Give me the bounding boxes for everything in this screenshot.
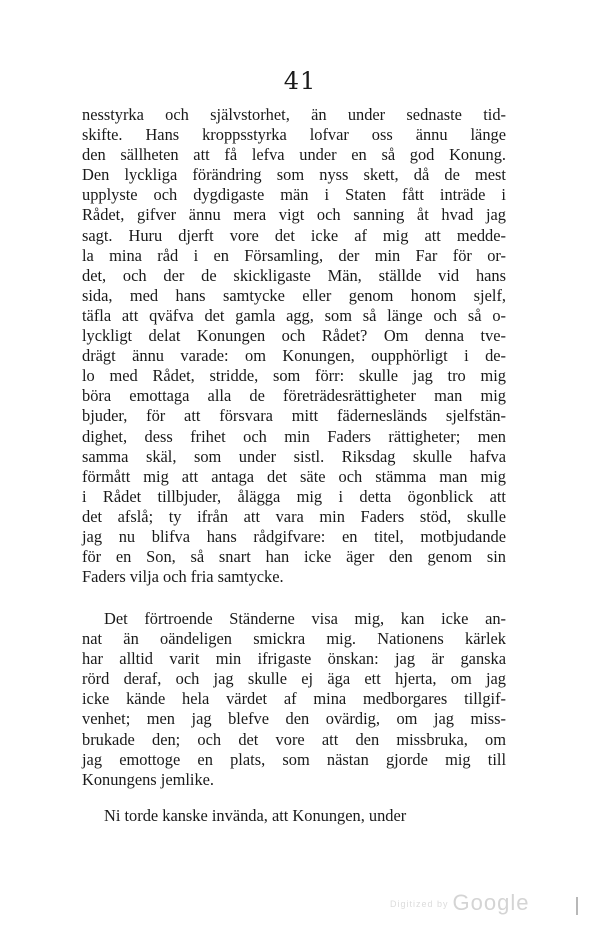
text-line: la mina råd i en Församling, der min Far för or- [82,245,506,265]
text-line: brukade den; och det vore att den missbruka, om [82,729,506,749]
text-line: Ni torde kanske invända, att Konungen, under [104,806,407,825]
text-line: jag nu blifva hans rådgifvare: en titel, motbjudande [82,526,506,546]
text-line: har alltid varit min ifrigaste önskan: jag är ganska [82,649,506,669]
watermark-prefix: Digitized by [390,899,449,910]
page-number: 41 [283,67,317,95]
text-line: dighet, dess frihet och min Faders rättigheter; men [82,426,506,446]
text-line: bjuder, för att försvara mitt fädernesländs sjelfstän- [82,406,506,426]
text-line: Faders vilja och fria samtycke. [82,567,284,587]
text-line: böra emottaga alla de företrädesrättigheter man mig [82,386,506,406]
google-watermark [390,890,529,916]
paragraph-1 [82,105,506,587]
text-line: för en Son, så snart han icke äger den genom sin [82,547,506,567]
text-line: sagt. Huru djerft vore det icke af mig att medde- [82,225,506,245]
text-line: drägt ännu varade: om Konungen, oupphörligt i de- [82,346,506,366]
text-line: sida, med hans samtycke eller genom honom sjelf, [82,285,506,305]
text-line: skifte. Hans kroppsstyrka lofvar oss ännu länge [82,125,506,145]
page-edge-mark [576,897,578,915]
text-line: rörd deraf, och jag skulle ej äga ett hjerta, om jag [82,669,506,689]
text-line: lyckligt delat Konungen och Rådet? Om denna tve- [82,326,506,346]
text-line: upplyste och dygdigaste män i Staten fått inträde i [82,185,506,205]
text-line: venhet; men jag blefve den ovärdig, om jag miss- [82,709,506,729]
text-line: det, och der de skickligaste Män, ställde vid hans [82,265,506,285]
paragraph-2 [82,609,506,790]
text-line: förmått mig att antaga det säte och stämma man mig [82,466,506,486]
text-line: nesstyrka och självstorhet, än under sednaste tid- [82,105,506,124]
text-line: lo med Rådet, stridde, som förr: skulle jag tro mig [82,366,506,386]
text-line: Rådet, gifver ännu mera vigt och sanning åt hvad jag [82,205,506,225]
text-line: Det förtroende Ständerne visa mig, kan icke an- [104,609,506,628]
text-line: nat än oändeligen smickra mig. Nationens kärlek [82,629,506,649]
text-line: icke kände hela värdet af mina medborgares tillgif- [82,689,506,709]
text-line: det afslå; ty ifrån att vara min Faders stöd, skulle [82,506,506,526]
watermark-brand: Google [452,890,530,915]
paragraph-3 [82,806,506,826]
text-line: Den lyckliga förändring som nyss skett, då de mest [82,165,506,185]
text-line: samma skäl, som under sistl. Riksdag skulle hafva [82,446,506,466]
text-line: den sällheten att få lefva under en så god Konung. [82,145,506,165]
text-line: jag emottoge en plats, som nästan gjorde mig till [82,749,506,769]
text-line: i Rådet tillbjuder, ålägga mig i detta ögonblick att [82,486,506,506]
text-line: täfla att qväfva det gamla agg, som så länge och så o- [82,305,506,325]
text-line: Konungens jemlike. [82,769,215,789]
